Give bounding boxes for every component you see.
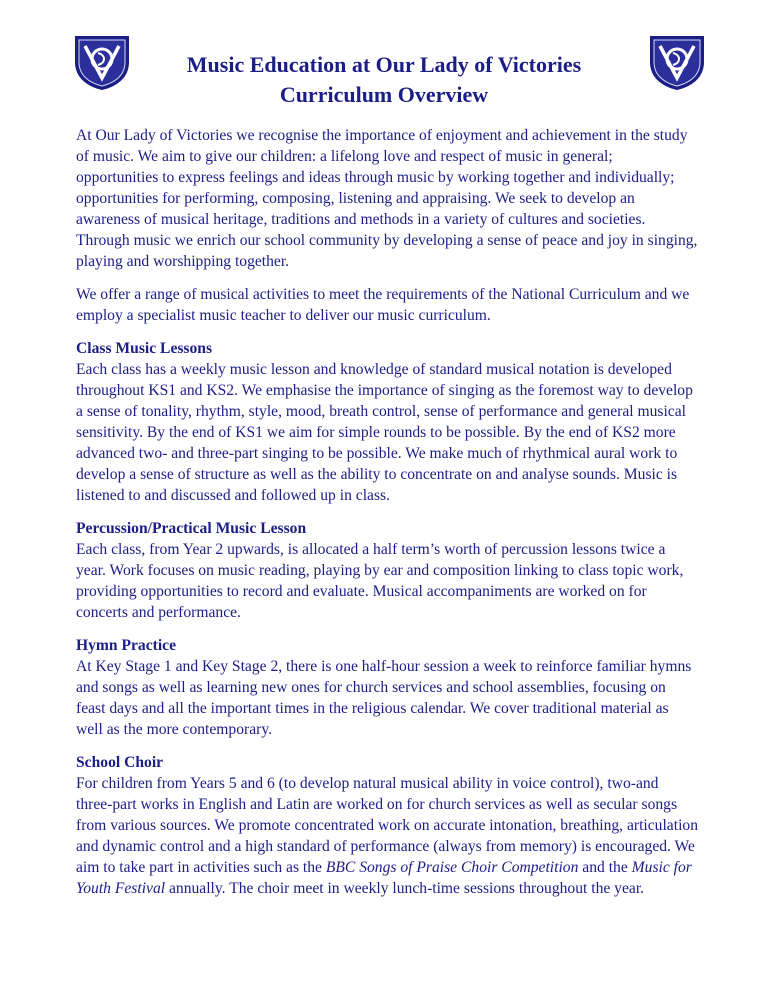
section-heading: Percussion/Practical Music Lesson <box>76 520 307 537</box>
bbc-competition-name: BBC Songs of Praise Choir Competition <box>325 859 579 876</box>
title-line-2: Curriculum Overview <box>279 82 489 107</box>
section-body: Each class has a weekly music lesson and knowledge of standard musical notation is developed throughout KS1 and KS2. We emphasise the importance of singing as the foremost way to develop a sense of tonality, rhythm, style, mood, breath control, sense of performance and general musical sensitivity. By the end of KS1 we aim for simple rounds to be possible. By the end of KS2 more advanced two- and three-part singing to be possible. We make much of rhythmical aural work to develop a sense of structure as well as the ability to concentrate on and analyse sounds. Music is listened to and discussed and followed up in class. <box>76 361 693 504</box>
section-percussion <box>76 518 698 623</box>
document-body <box>76 125 698 911</box>
intro-paragraph-2: We offer a range of musical activities to meet the requirements of the National Curriculum and we employ a specialist music teacher to deliver our music curriculum. <box>76 286 690 324</box>
section-hymn-practice <box>76 635 698 740</box>
choir-text-3: annually. The choir meet in weekly lunch-time sessions throughout the year. <box>165 880 645 897</box>
section-heading: School Choir <box>76 754 164 771</box>
music-for-youth-name: Music for Youth Festival <box>76 859 692 897</box>
page-title <box>0 50 768 110</box>
section-school-choir <box>76 752 698 899</box>
intro-paragraph-1: At Our Lady of Victories we recognise the importance of enjoyment and achievement in the study of music. We aim to give our children: a lifelong love and respect of music in general; opportunities to express feelings and ideas through music by working together and individually; opportunities for performing, composing, listening and appraising. We seek to develop an awareness of musical heritage, traditions and methods in a variety of cultures and societies. Through music we enrich our school community by developing a sense of peace and joy in singing, playing and worshipping together. <box>76 127 698 270</box>
section-heading: Class Music Lessons <box>76 340 213 357</box>
section-class-music <box>76 338 698 506</box>
section-body: Each class, from Year 2 upwards, is allocated a half term’s worth of percussion lessons twice a year. Work focuses on music reading, playing by ear and composition linking to class topic work, providing opportunities to record and evaluate. Musical accompaniments are worked on for concerts and performance. <box>76 541 684 621</box>
choir-text-1: For children from Years 5 and 6 (to develop natural musical ability in voice control), two-and three-part works in English and Latin are worked on for church services as well as secular songs from various sources. We promote concentrated work on accurate intonation, breathing, articulation and dynamic control and a high standard of performance (always from memory) is encouraged. We aim to take part in activities such as the <box>76 775 698 876</box>
choir-text-2: and the <box>578 859 632 876</box>
title-line-1: Music Education at Our Lady of Victories <box>186 52 582 77</box>
section-body <box>76 775 698 897</box>
section-heading: Hymn Practice <box>76 637 177 654</box>
section-body: At Key Stage 1 and Key Stage 2, there is one half-hour session a week to reinforce familiar hymns and songs as well as learning new ones for church services and school assemblies, focusing on feast days and all the important times in the religious calendar. We cover traditional material as well as the more contemporary. <box>76 658 692 738</box>
